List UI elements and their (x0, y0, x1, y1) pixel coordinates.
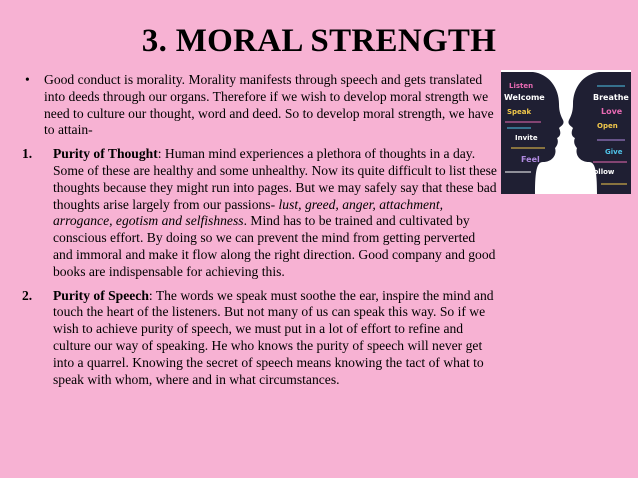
intro-text: Good conduct is morality. Morality manifests through speech and gets translated into deeds through our organs. Therefore if we wish to develop moral strength we need to culture our thought, word and deed. So to develop moral strength, we have to attain- (44, 72, 494, 138)
slide-body (22, 72, 497, 395)
word-art-label: Welcome (504, 93, 545, 102)
two-heads-silhouette-icon (501, 70, 631, 194)
word-art-label: Feel (521, 155, 540, 164)
point-purity-of-speech (22, 288, 497, 389)
slide-title: 3. MORAL STRENGTH (141, 23, 497, 59)
point-heading: Purity of Thought (53, 146, 158, 162)
word-art-label: Follow (589, 168, 615, 176)
point-purity-of-thought (22, 146, 497, 280)
word-art-label: Listen (509, 82, 534, 90)
point-number: 1. (22, 146, 33, 162)
bullet-marker: • (25, 72, 30, 87)
intro-bullet-item (22, 72, 497, 139)
word-art-label: Give (605, 148, 623, 156)
point-heading: Purity of Speech (53, 287, 149, 303)
point-text-continued: . Mind has to be trained and cultivated by conscious effort. By doing so we can prevent the mind from getting perverted and immoral and make it flow along the right direction. Good company and good books are indispensable for achieving this. (53, 213, 496, 279)
passions-list: lust, greed, anger, attachment, arrogance, egotism and selfishness (53, 196, 444, 229)
point-text: : The words we speak must soothe the ear, inspire the mind and touch the heart of the listeners. But not many of us can speak this way. So if we wish to achieve purity of speech, we must put in a lot of effort to refine and culture our way of speaking. He who knows the purity of speech will never get into a quarrel. Knowing the secret of speech means knowing the tact of what to speak with whom, where and in what circumstances. (53, 287, 494, 387)
word-art-label: Love (601, 107, 623, 116)
word-art-label: Invite (515, 134, 538, 142)
two-heads-word-art-image (501, 70, 631, 194)
point-number: 2. (22, 287, 33, 303)
word-art-label: Breathe (593, 93, 629, 102)
word-art-label: Speak (507, 108, 532, 116)
word-art-label: Open (597, 122, 618, 130)
point-text: : Human mind experiences a plethora of thoughts in a day. Some of these are healthy and some unhealthy. Now its quite difficult to list these thoughts because they might run into pages. But we may safely say that these bad thoughts arise largely from our passions- (53, 146, 497, 212)
